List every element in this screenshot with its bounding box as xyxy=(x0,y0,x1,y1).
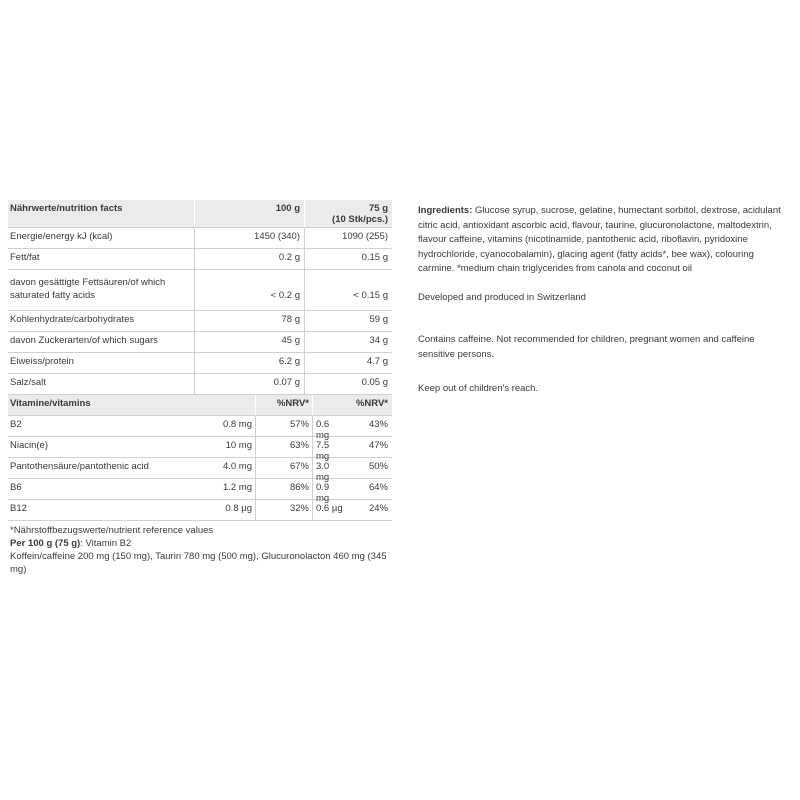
value-75g: 0.15 g xyxy=(304,249,392,269)
vitamin-amount-100g: 1.2 mg xyxy=(222,482,252,493)
value-100g: 78 g xyxy=(194,311,304,331)
vitamin-row-b6 xyxy=(8,479,392,504)
vitamin-nrv-100g: 32% xyxy=(255,500,312,520)
column-75g-header-line2: (10 Stk/pcs.) xyxy=(332,214,388,225)
vitamin-nrv-75g: 64% xyxy=(368,482,388,493)
vitamin-amount-100g: 0.8 mg xyxy=(222,419,252,430)
nutrient-label: davon Zuckerarten/of which sugars xyxy=(10,335,158,346)
vitamin-nrv-100g: 86% xyxy=(255,479,312,499)
column-100g-header: 100 g xyxy=(194,200,304,227)
ingredients-paragraph xyxy=(418,204,790,277)
vitamin-amount-75g: 0.6 mg xyxy=(312,416,347,436)
nutrient-label: Eiweiss/protein xyxy=(10,356,74,367)
vitamin-amount-75g: 0.6 µg xyxy=(312,500,347,520)
value-100g: 1450 (340) xyxy=(194,228,304,248)
per-serving-label: Per 100 g (75 g) xyxy=(10,538,81,549)
value-75g: 34 g xyxy=(304,332,392,352)
nutrition-row-salt xyxy=(8,374,392,395)
nutrient-label: Energie/energy kJ (kcal) xyxy=(10,231,113,242)
value-100g: 45 g xyxy=(194,332,304,352)
value-75g: 0.05 g xyxy=(304,374,392,394)
vitamin-row-pantothenic-acid xyxy=(8,458,392,483)
vitamin-label: B12 xyxy=(10,503,27,514)
nutrient-label-line1: davon gesättigte Fettsäuren/of which xyxy=(10,277,166,288)
vitamin-amount-100g: 0.8 µg xyxy=(225,503,252,514)
vitamins-header-row xyxy=(8,395,392,416)
product-info xyxy=(418,204,790,425)
vitamin-nrv-75g: 43% xyxy=(368,419,388,430)
nutrition-table xyxy=(8,200,392,576)
vitamin-nrv-75g: 47% xyxy=(368,440,388,451)
vitamin-label: Pantothensäure/pantothenic acid xyxy=(10,461,149,472)
nrv-header-100g: %NRV* xyxy=(255,395,312,415)
nrv-footnote: *Nährstoffbezugswerte/nutrient reference values xyxy=(10,525,214,536)
vitamin-row-b12 xyxy=(8,500,392,521)
value-100g: < 0.2 g xyxy=(194,270,304,310)
vitamin-nrv-100g: 63% xyxy=(255,437,312,457)
nrv-header-75g: %NRV* xyxy=(355,398,388,409)
vitamins-header-label: Vitamine/vitamins xyxy=(10,398,91,409)
nutrition-header-row xyxy=(8,200,392,228)
value-100g: 6.2 g xyxy=(194,353,304,373)
nutrient-label: Fett/fat xyxy=(10,252,40,263)
nutrient-label: Kohlenhydrate/carbohydrates xyxy=(10,314,135,325)
vitamin-amount-100g: 4.0 mg xyxy=(222,461,252,472)
vitamin-nrv-75g: 50% xyxy=(368,461,388,472)
nutrition-row-energy xyxy=(8,228,392,249)
nutrition-footnote-block xyxy=(8,521,392,576)
nutrition-row-sugars xyxy=(8,332,392,353)
value-100g: 0.07 g xyxy=(194,374,304,394)
vitamin-nrv-100g: 67% xyxy=(255,458,312,478)
value-75g: < 0.15 g xyxy=(304,270,392,310)
caffeine-taurine-line: Koffein/caffeine 200 mg (150 mg), Taurin 780 mg (500 mg), Glucuronolacton 460 mg (345 mg) xyxy=(10,551,387,575)
nutrition-row-protein xyxy=(8,353,392,374)
vitamin-amount-100g: 10 mg xyxy=(225,440,252,451)
vitamin-label: B2 xyxy=(10,419,22,430)
value-100g: 0.2 g xyxy=(194,249,304,269)
column-75g-header-line1: 75 g xyxy=(368,203,388,214)
column-75g-header xyxy=(304,200,392,227)
vitamin-amount-75g: 3.0 mg xyxy=(312,458,347,478)
nutrient-label: Salz/salt xyxy=(10,377,46,388)
value-75g: 59 g xyxy=(304,311,392,331)
vitamin-row-b2 xyxy=(8,416,392,441)
value-75g: 1090 (255) xyxy=(304,228,392,248)
nutrition-row-saturated-fat xyxy=(8,270,392,311)
nutrition-header-label: Nährwerte/nutrition facts xyxy=(10,203,123,214)
vitamin-amount-75g: 0.9 mg xyxy=(312,479,347,499)
per-serving-line xyxy=(10,537,390,550)
nutrient-label xyxy=(8,270,194,310)
vitamin-amount-75g: 7.5 mg xyxy=(312,437,347,457)
vitamin-row-niacin xyxy=(8,437,392,462)
ingredients-label: Ingredients: xyxy=(418,205,473,216)
vitamin-nrv-100g: 57% xyxy=(255,416,312,436)
vitamin-label: Niacin(e) xyxy=(10,440,49,451)
produced-text: Developed and produced in Switzerland xyxy=(418,291,586,303)
vitamin-nrv-75g: 24% xyxy=(368,503,388,514)
ingredients-text: Glucose syrup, sucrose, gelatine, humectant sorbitol, dextrose, acidulant citric acid, antioxidant ascorbic acid, flavour, taurine, glucuronolactone, maltodextrin, flavour caffeine, vitamins (nicotinamide, pantothenic acid, riboflavin, pyridoxine hydrochloride, cyanocobalamin), glacing agent (fatty acids*, bee wax), colouring carmine. *medium chain triglycerides from canola and coconut oil xyxy=(418,205,781,274)
nutrition-row-carbohydrates xyxy=(8,311,392,332)
nutrient-label-line2: saturated fatty acids xyxy=(10,290,96,301)
value-75g: 4.7 g xyxy=(304,353,392,373)
vitamin-label: B6 xyxy=(10,482,22,493)
nutrition-row-fat xyxy=(8,249,392,270)
per-serving-text: : Vitamin B2 xyxy=(80,538,132,549)
reach-warning: Keep out of children's reach. xyxy=(418,383,539,394)
caffeine-warning: Contains caffeine. Not recommended for children, pregnant women and caffeine sensitive persons. xyxy=(418,334,755,360)
